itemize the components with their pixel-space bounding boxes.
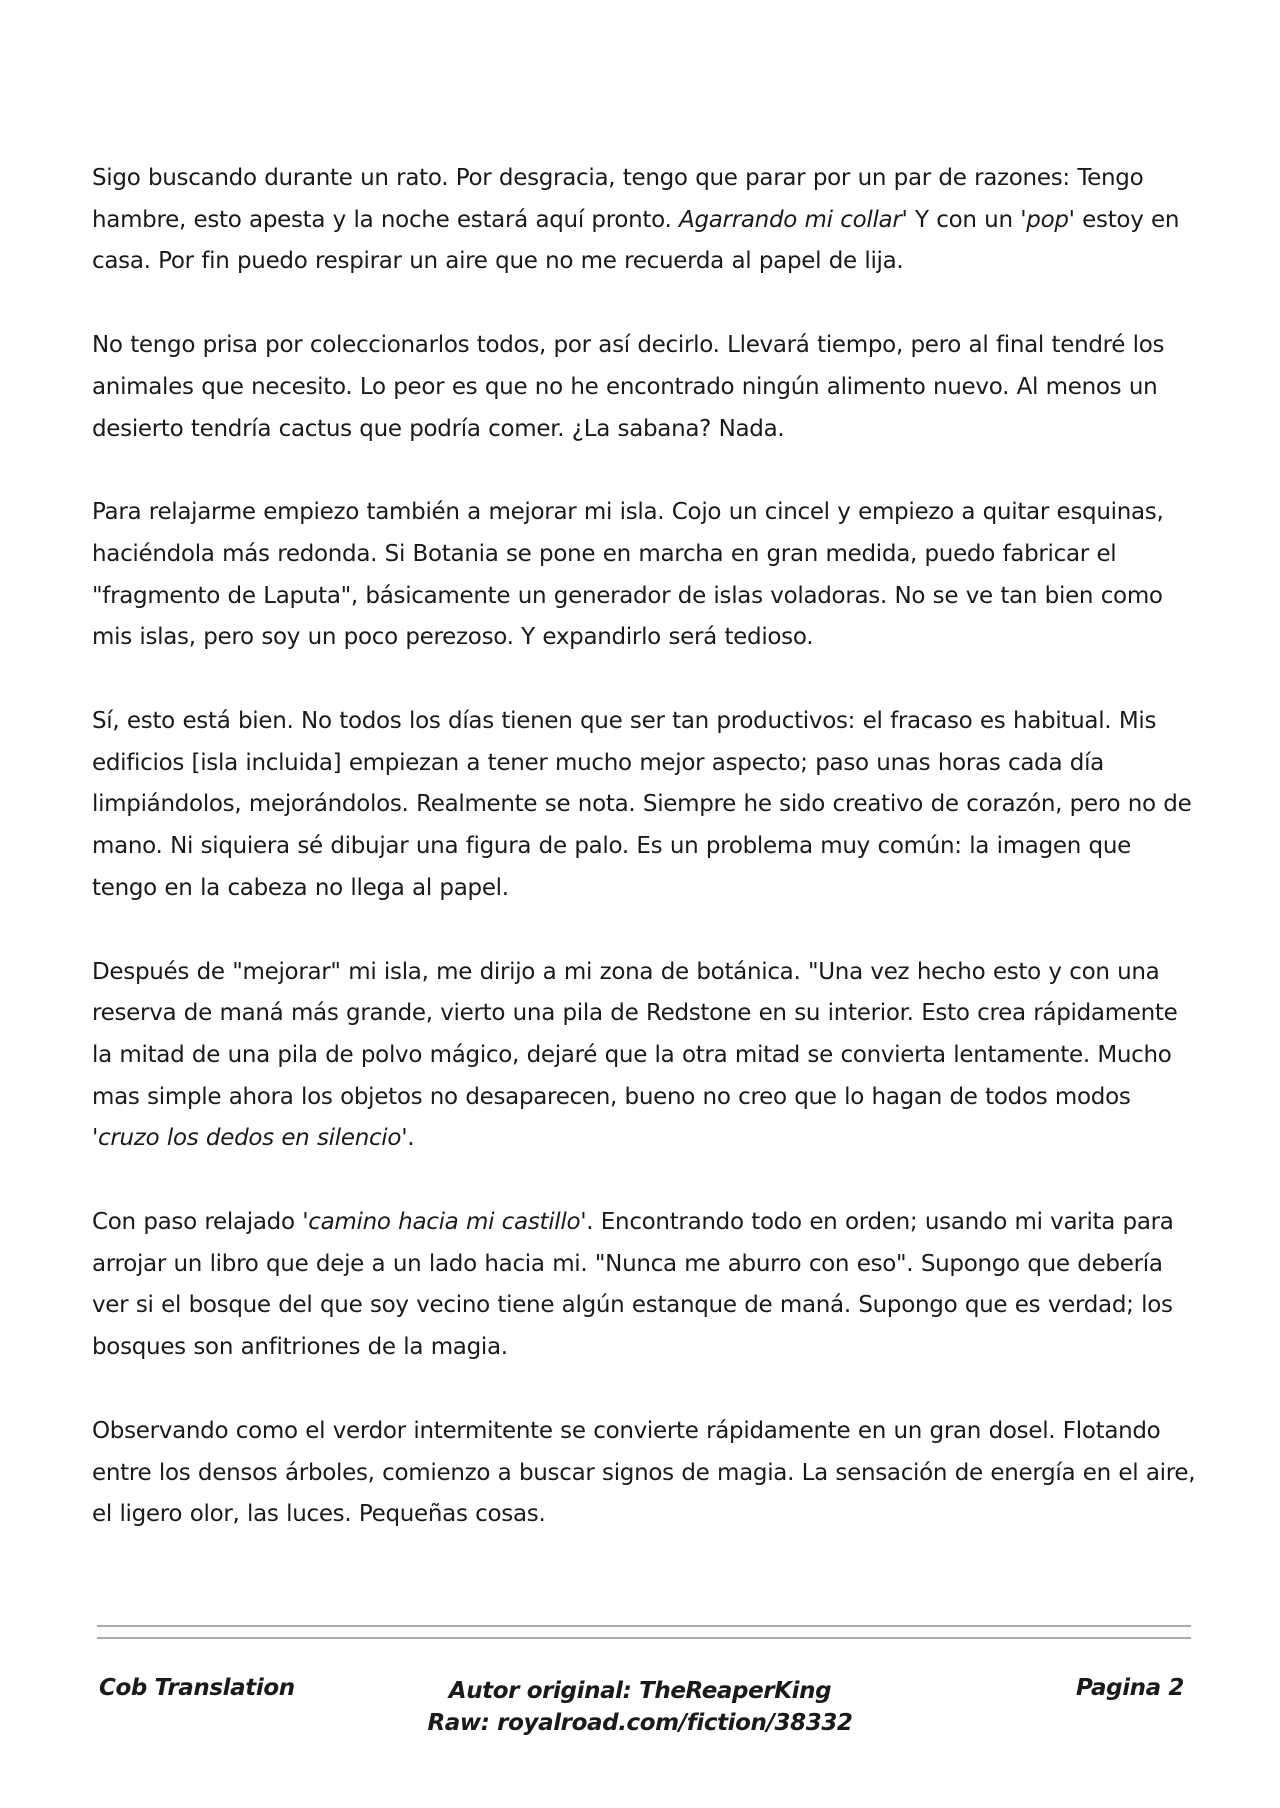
footer-divider-bottom <box>97 1637 1191 1639</box>
footer-translator: Cob Translation <box>99 1675 295 1701</box>
italic-text: cruzo los dedos en silencio <box>98 1125 402 1152</box>
text-run: Observando como el verdor intermitente se convierte rápidamente en un gran dosel. Flotando entre los densos árboles, comienzo a buscar signos de magia. La sensación de energía en el aire, el ligero olor, las luces. Pequeñas cosas. <box>92 1417 1196 1528</box>
text-run: Sigo buscando durante un rato. Por desgracia, tengo que parar por un par de razones: Tengo hambre, esto apesta y la noche estará aquí pronto. <box>92 165 1144 233</box>
footer-divider-top <box>97 1625 1191 1627</box>
paragraph <box>92 325 1202 450</box>
italic-text: 'pop' <box>1020 206 1075 233</box>
text-run: '. <box>401 1125 415 1152</box>
italic-text: Agarrando mi collar <box>679 206 902 233</box>
document-body <box>92 158 1202 1578</box>
paragraph <box>92 1202 1202 1369</box>
footer-original-author: Autor original: TheReaperKing <box>448 1678 832 1704</box>
text-run: Con paso relajado ' <box>92 1209 309 1236</box>
paragraph <box>92 158 1202 283</box>
text-run: No tengo prisa por coleccionarlos todos, por así decirlo. Llevará tiempo, pero al final tendré los animales que necesito. Lo peor es que no he encontrado ningún alimento nuevo. Al menos un desierto tendría cactus que podría comer. ¿La sabana? Nada. <box>92 332 1165 442</box>
text-run: Sí, esto está bien. No todos los días tienen que ser tan productivos: el fracaso es habitual. Mis edificios [isla incluida] empiezan a tener mucho mejor aspecto; paso unas horas cada día limpiándolos, mejorándolos. Realmente se nota. Siempre he sido creativo de corazón, pero no de mano. Ni siquiera sé dibujar una figura de palo. Es un problema muy común: la imagen que tengo en la cabeza no llega al papel. <box>92 708 1192 901</box>
footer-page-number: Pagina 2 <box>1076 1675 1184 1701</box>
paragraph <box>92 1411 1202 1536</box>
text-run: ' Y con un <box>901 206 1021 233</box>
footer-raw-source: Raw: royalroad.com/fiction/38332 <box>427 1710 853 1736</box>
paragraph <box>92 492 1202 659</box>
text-run: '. Encontrando todo en orden; usando mi varita para arrojar un libro que deje a un lado hacia mi. "Nunca me aburro con eso". Supongo que debería ver si el bosque del que soy vecino tiene algún estanque de maná. Supongo que es verdad; los bosques son anfitriones de la magia. <box>92 1209 1174 1361</box>
paragraph <box>92 952 1202 1161</box>
paragraph <box>92 701 1202 910</box>
text-run: estoy en casa. Por fin puedo respirar un aire que no me recuerda al papel de lija. <box>92 206 1180 275</box>
text-run: Para relajarme empiezo también a mejorar mi isla. Cojo un cincel y empiezo a quitar esquinas, haciéndola más redonda. Si Botania se pone en marcha en gran medida, puedo fabricar el "fragmento de Laputa", básicamente un generador de islas voladoras. No se ve tan bien como mis islas, pero soy un poco perezoso. Y expandirlo será tedioso. <box>92 499 1164 651</box>
italic-text: camino hacia mi castillo <box>308 1209 581 1236</box>
text-run: Después de "mejorar" mi isla, me dirijo a mi zona de botánica. "Una vez hecho esto y con una reserva de maná más grande, vierto una pila de Redstone en su interior. Esto crea rápidamente la mitad de una pila de polvo mágico, dejaré que la otra mitad se convierta lentamente. Mucho mas simple ahora los objetos no desaparecen, bueno no creo que lo hagan de todos modos ' <box>92 958 1178 1152</box>
